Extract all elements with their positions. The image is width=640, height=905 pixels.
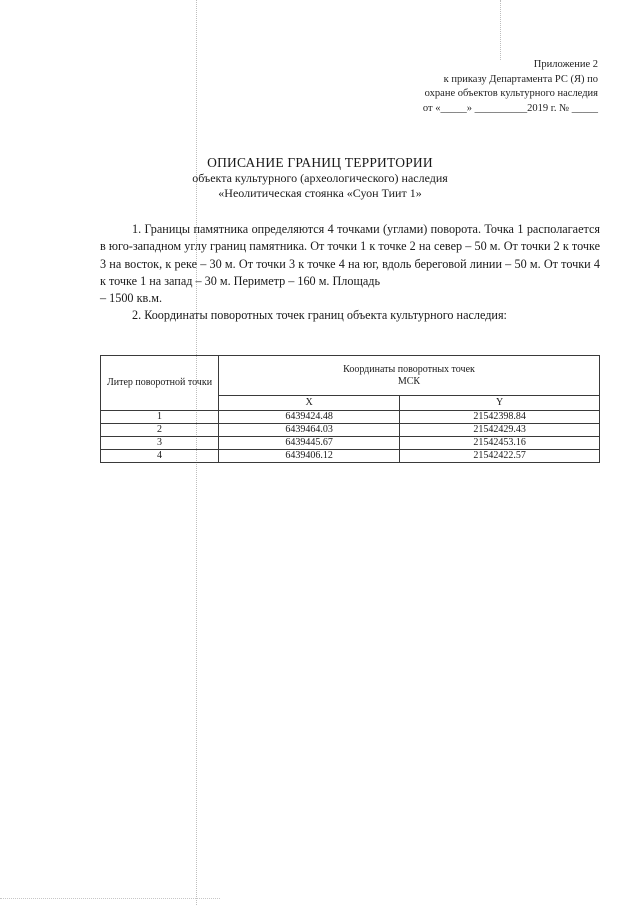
scan-noise (0, 898, 220, 899)
cell-x: 6439445.67 (219, 437, 400, 450)
table-header-row (101, 356, 600, 396)
document-body (100, 221, 600, 325)
title-subtitle: объекта культурного (археологического) наследия (192, 171, 448, 185)
header-coordinates-label: Координаты поворотных точек (343, 363, 475, 375)
cell-point: 3 (101, 437, 219, 450)
document-title (0, 154, 640, 201)
header-y: Y (400, 396, 600, 411)
header-x: X (219, 396, 400, 411)
title-object-name: «Неолитическая стоянка «Суон Тиит 1» (218, 186, 422, 200)
title-main: ОПИСАНИЕ ГРАНИЦ ТЕРРИТОРИИ (207, 155, 433, 170)
paragraph-boundaries: 1. Границы памятника определяются 4 точками (углами) поворота. Точка 1 располагается в юго-западном углу границ памятника. От точки 1 к точке 2 на север – 50 м. От точки 2 к точке 3 на восток, к реке – 30 м. От точки 3 к точке 4 на юг, вдоль береговой линии – 50 м. От точки 4 к точке 1 на запад – 30 м. Периметр – 160 м. Площадь (100, 222, 600, 288)
cell-y: 21542422.57 (400, 450, 600, 463)
cell-point: 2 (101, 424, 219, 437)
cell-point: 4 (101, 450, 219, 463)
table-row (101, 411, 600, 424)
paragraph-coordinates-intro: 2. Координаты поворотных точек границ объекта культурного наследия: (132, 308, 507, 323)
scan-fold-line (500, 0, 501, 60)
cell-y: 21542398.84 (400, 411, 600, 424)
header-coordinates (219, 356, 600, 396)
cell-y: 21542453.16 (400, 437, 600, 450)
coordinates-table (100, 355, 600, 463)
header-line: охране объектов культурного наследия (424, 88, 598, 99)
cell-point: 1 (101, 411, 219, 424)
header-line: к приказу Департамента РС (Я) по (443, 73, 598, 85)
coordinates-table-wrapper (100, 355, 600, 463)
header-line: от «_____» __________2019 г. № _____ (422, 102, 598, 114)
cell-x: 6439464.03 (219, 424, 400, 437)
header-point-liter: Литер поворотной точки (101, 356, 219, 411)
cell-y: 21542429.43 (400, 424, 600, 437)
table-row (101, 450, 600, 463)
cell-x: 6439424.48 (219, 411, 400, 424)
header-coordinates-system: МСК (397, 375, 421, 387)
table-row (101, 424, 600, 437)
approval-header (423, 58, 598, 116)
paragraph-area: – 1500 кв.м. (100, 291, 163, 306)
header-line: Приложение 2 (533, 59, 598, 70)
table-row (101, 437, 600, 450)
cell-x: 6439406.12 (219, 450, 400, 463)
